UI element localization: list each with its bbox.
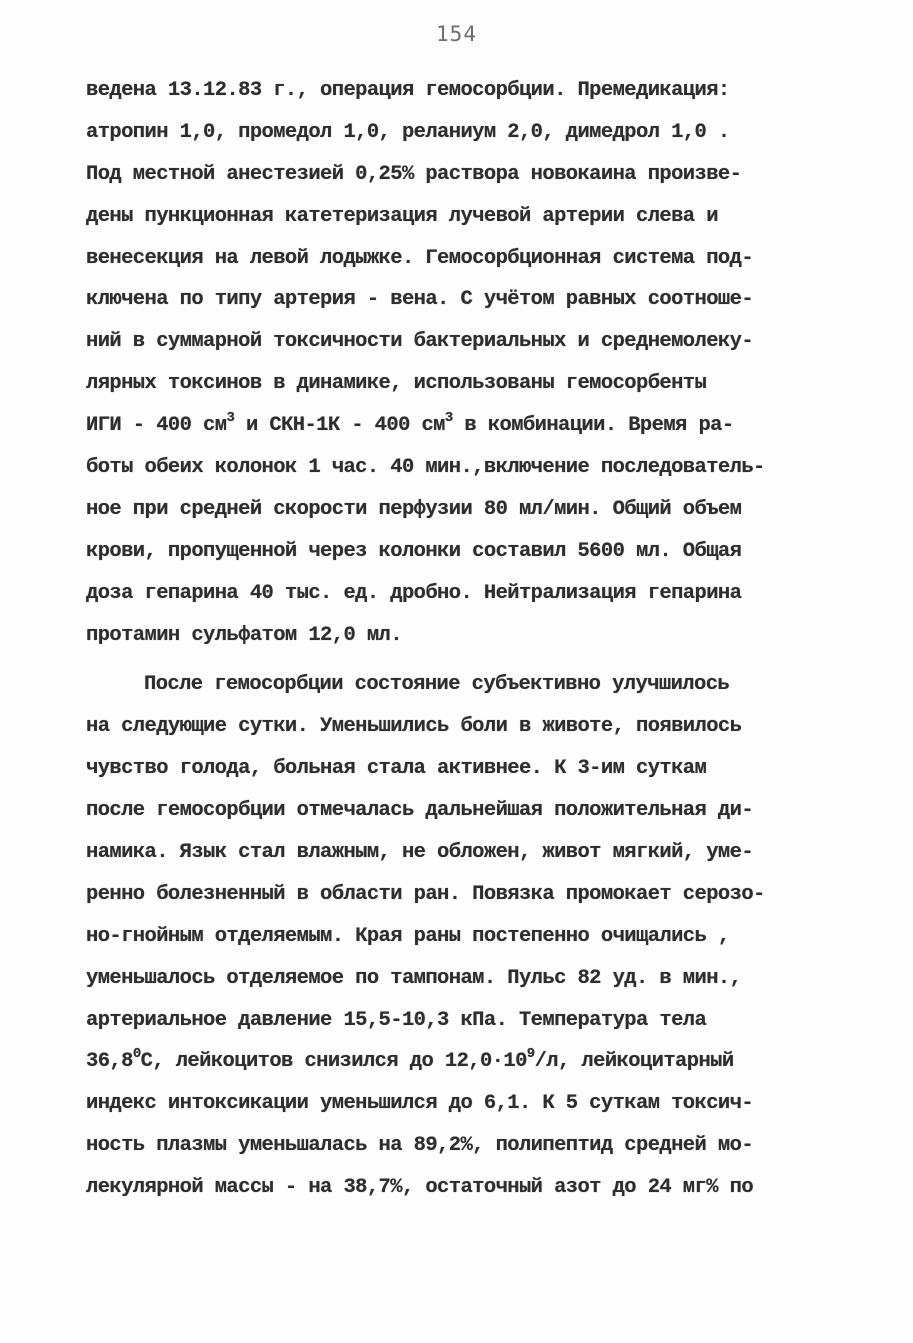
text-line: намика. Язык стал влажным, не обложен, живот мягкий, уме- <box>86 841 754 865</box>
paragraph-1 <box>86 70 826 656</box>
text-line: но-гнойным отделяемым. Края раны постепенно очищались , <box>86 924 730 948</box>
text-line: венесекция на левой лодыжке. Гемосорбционная система под- <box>86 246 754 270</box>
text-line-with-superscripts <box>86 405 826 447</box>
text-line: дены пункционная катетеризация лучевой артерии слева и <box>86 204 718 228</box>
text-line: лярных токсинов в динамике, использованы гемосорбенты <box>86 372 707 396</box>
text-line: доза гепарина 40 тыс. ед. дробно. Нейтрализация гепарина <box>86 581 742 605</box>
text-segment: и СКН-1К - 400 см <box>234 414 445 438</box>
text-line: После гемосорбции состояние субъективно улучшилось <box>144 673 730 697</box>
page-number: 154 <box>436 22 477 46</box>
text-line: артериальное давление 15,5-10,3 кПа. Температура тела <box>86 1008 707 1032</box>
text-line: ведена 13.12.83 г., операция гемосорбции. Премедикация: <box>86 79 730 102</box>
text-line: индекс интоксикации уменьшился до 6,1. К 5 суткам токсич- <box>86 1092 754 1116</box>
text-line: уменьшалось отделяемое по тампонам. Пульс 82 уд. в мин., <box>86 966 742 990</box>
text-line: на следующие сутки. Уменьшились боли в животе, появилось <box>86 715 742 739</box>
text-line: крови, пропущенной через колонки составил 5600 мл. Общая <box>86 539 742 563</box>
superscript: 3 <box>226 410 235 427</box>
text-line: ное при средней скорости перфузии 80 мл/мин. Общий объем <box>86 497 742 521</box>
text-line: после гемосорбции отмечалась дальнейшая положительная ди- <box>86 799 754 823</box>
document-body <box>86 70 826 1209</box>
text-segment: /л, лейкоцитарный <box>534 1050 734 1074</box>
superscript: 3 <box>444 410 453 427</box>
text-line: чувство голода, больная стала активнее. К 3-им суткам <box>86 757 707 781</box>
text-line: ний в суммарной токсичности бактериальных и среднемолеку- <box>86 330 754 354</box>
text-line: ренно болезненный в области ран. Повязка промокает серозо- <box>86 882 765 906</box>
text-segment: 36,8 <box>86 1050 133 1074</box>
text-line: атропин 1,0, промедол 1,0, реланиум 2,0, димедрол 1,0 . <box>86 120 730 144</box>
paragraph-2 <box>86 664 826 1209</box>
paragraph-gap <box>86 656 826 664</box>
text-line: лекулярной массы - на 38,7%, остаточный азот до 24 мг% по <box>86 1176 754 1200</box>
text-segment: в комбинации. Время ра- <box>452 414 734 438</box>
text-line: боты обеих колонок 1 час. 40 мин.,включение последователь- <box>86 456 765 480</box>
superscript: 0 <box>132 1046 141 1063</box>
superscript: 9 <box>526 1046 535 1063</box>
text-line: протамин сульфатом 12,0 мл. <box>86 623 402 647</box>
text-line: ключена по типу артерия - вена. С учётом равных соотноше- <box>86 288 754 312</box>
text-line-with-superscripts <box>86 1041 826 1083</box>
text-line: Под местной анестезией 0,25% раствора новокаина произве- <box>86 162 742 186</box>
text-segment: ИГИ - 400 см <box>86 414 227 438</box>
text-line: ность плазмы уменьшалась на 89,2%, полипептид средней мо- <box>86 1134 754 1158</box>
text-segment: С, лейкоцитов снизился до 12,0·10 <box>140 1050 527 1074</box>
